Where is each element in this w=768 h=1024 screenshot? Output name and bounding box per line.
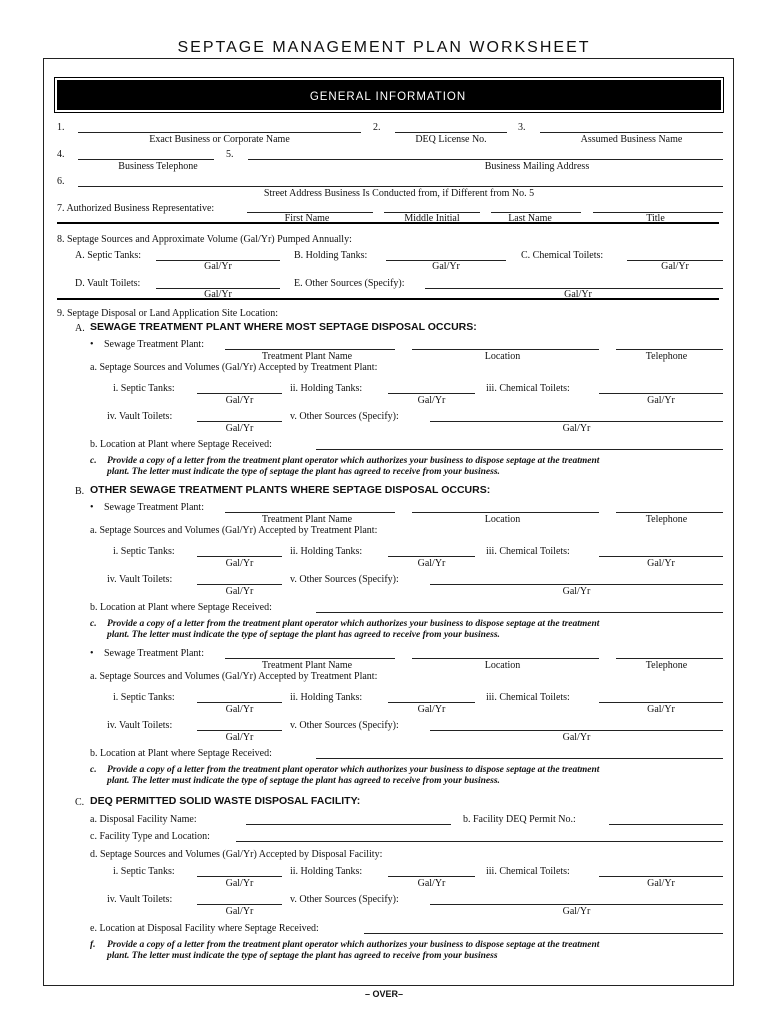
unit-caption: Gal/Yr (204, 261, 232, 272)
field-caption: First Name (284, 213, 330, 224)
plant-location-field[interactable] (412, 658, 599, 659)
item-number: 5. (226, 149, 234, 160)
item-letter: c. (90, 765, 97, 775)
field-caption: Telephone (645, 660, 688, 671)
unit-caption: Gal/Yr (204, 289, 232, 300)
other-label: v. Other Sources (Specify): (290, 720, 399, 731)
unit-caption: Gal/Yr (225, 704, 254, 715)
plant-label: Sewage Treatment Plant: (104, 648, 204, 659)
chemical-label: C. Chemical Toilets: (521, 250, 604, 261)
field-caption: Business Mailing Address (484, 161, 590, 172)
unit-caption: Gal/Yr (417, 558, 446, 569)
bullet: • (90, 339, 94, 350)
rep-label: 7. Authorized Business Representative: (57, 203, 215, 214)
field-caption: Treatment Plant Name (261, 660, 353, 671)
unit-caption: Gal/Yr (562, 732, 591, 743)
other-field[interactable] (430, 584, 723, 585)
chemical-field[interactable] (599, 393, 723, 394)
vault-field[interactable] (197, 730, 282, 731)
field-caption: Treatment Plant Name (261, 514, 353, 525)
holding-label: ii. Holding Tanks: (290, 383, 363, 394)
banner-label: GENERAL INFORMATION (309, 91, 467, 103)
letter-instruction: Provide a copy of a letter from the treatment plant operator which authorizes your business to dispose septage at the treatment (107, 456, 600, 466)
plant-label: Sewage Treatment Plant: (104, 502, 204, 513)
chemical-field[interactable] (599, 702, 723, 703)
field-caption: Location (484, 514, 521, 525)
plant-sources-label: a. Septage Sources and Volumes (Gal/Yr) Accepted by Treatment Plant: (90, 525, 378, 536)
field-caption: Location (484, 660, 521, 671)
vault-label: D. Vault Toilets: (75, 278, 141, 289)
vault-label: iv. Vault Toilets: (107, 574, 173, 585)
holding-label: ii. Holding Tanks: (290, 546, 363, 557)
plant-telephone-field[interactable] (616, 349, 723, 350)
vault-label: iv. Vault Toilets: (107, 720, 173, 731)
other-label: E. Other Sources (Specify): (294, 278, 405, 289)
field-caption: Middle Initial (404, 213, 460, 224)
item-letter: c. (90, 619, 97, 629)
field-caption: Assumed Business Name (580, 134, 683, 145)
item-number: 1. (57, 122, 65, 133)
facility-name-label: a. Disposal Facility Name: (90, 814, 197, 825)
over-label: – OVER– (364, 989, 404, 999)
plant-receipt-field[interactable] (316, 449, 723, 450)
plant-receipt-field[interactable] (316, 612, 723, 613)
item-number: 3. (518, 122, 526, 133)
street-address-field[interactable] (78, 186, 723, 187)
plant-name-field[interactable] (225, 512, 395, 513)
holding-label: ii. Holding Tanks: (290, 692, 363, 703)
facility-sources-label: d. Septage Sources and Volumes (Gal/Yr) Accepted by Disposal Facility: (90, 849, 383, 860)
plant-sources-label: a. Septage Sources and Volumes (Gal/Yr) Accepted by Treatment Plant: (90, 362, 378, 373)
field-caption: Street Address Business Is Conducted from, if Different from No. 5 (263, 188, 535, 199)
septic-field[interactable] (197, 702, 282, 703)
item-number: 6. (57, 176, 65, 187)
other-field[interactable] (430, 730, 723, 731)
letter-instruction: Provide a copy of a letter from the treatment plant operator which authorizes your business to dispose septage at the treatment (107, 940, 600, 950)
telephone-field[interactable] (78, 159, 214, 160)
holding-field[interactable] (388, 556, 475, 557)
septic-label: i. Septic Tanks: (113, 383, 175, 394)
field-caption: Telephone (645, 351, 688, 362)
facility-location-label: e. Location at Disposal Facility where Septage Received: (90, 923, 319, 934)
item-number: 2. (373, 122, 381, 133)
unit-caption: Gal/Yr (647, 878, 675, 889)
sites-heading: 9. Septage Disposal or Land Application Site Location: (57, 308, 279, 319)
field-caption: Exact Business or Corporate Name (149, 134, 290, 145)
section-letter: A. (75, 323, 85, 334)
sources-heading: 8. Septage Sources and Approximate Volume (Gal/Yr) Pumped Annually: (57, 234, 352, 245)
field-caption: Business Telephone (118, 161, 198, 172)
assumed-name-field[interactable] (540, 132, 723, 133)
vault-label: iv. Vault Toilets: (107, 894, 173, 905)
mailing-address-field[interactable] (248, 159, 723, 160)
unit-caption: Gal/Yr (225, 586, 254, 597)
plant-name-field[interactable] (225, 349, 395, 350)
unit-caption: Gal/Yr (225, 558, 254, 569)
chemical-label: iii. Chemical Toilets: (486, 866, 570, 877)
plant-location-label: b. Location at Plant where Septage Received: (90, 748, 272, 759)
permit-field[interactable] (609, 824, 723, 825)
permit-label: b. Facility DEQ Permit No.: (463, 814, 576, 825)
unit-caption: Gal/Yr (564, 289, 592, 300)
field-caption: Title (646, 213, 665, 224)
unit-caption: Gal/Yr (647, 558, 675, 569)
facility-location-field[interactable] (364, 933, 723, 934)
letter-instruction: plant. The letter must indicate the type of septage the plant has agreed to receive from your business (107, 951, 498, 961)
holding-field[interactable] (388, 876, 475, 877)
plant-telephone-field[interactable] (616, 658, 723, 659)
unit-caption: Gal/Yr (225, 878, 254, 889)
letter-instruction: Provide a copy of a letter from the treatment plant operator which authorizes your business to dispose septage at the treatment (107, 619, 600, 629)
vault-label: iv. Vault Toilets: (107, 411, 173, 422)
section-letter: C. (75, 797, 85, 808)
section-divider (57, 222, 719, 224)
unit-caption: Gal/Yr (225, 395, 254, 406)
bullet: • (90, 502, 94, 513)
septic-field[interactable] (197, 393, 282, 394)
letter-instruction: Provide a copy of a letter from the treatment plant operator which authorizes your business to dispose septage at the treatment (107, 765, 600, 775)
plant-location-label: b. Location at Plant where Septage Received: (90, 439, 272, 450)
other-label: v. Other Sources (Specify): (290, 894, 399, 905)
letter-instruction: plant. The letter must indicate the type of septage the plant has agreed to receive from your business. (107, 776, 500, 786)
section-a-heading: SEWAGE TREATMENT PLANT WHERE MOST SEPTAGE DISPOSAL OCCURS: (90, 321, 477, 333)
unit-caption: Gal/Yr (225, 732, 254, 743)
unit-caption: Gal/Yr (417, 395, 446, 406)
unit-caption: Gal/Yr (417, 878, 446, 889)
holding-label: ii. Holding Tanks: (290, 866, 363, 877)
chemical-label: iii. Chemical Toilets: (486, 546, 570, 557)
other-label: v. Other Sources (Specify): (290, 411, 399, 422)
plant-location-field[interactable] (412, 512, 599, 513)
facility-type-field[interactable] (236, 841, 723, 842)
holding-label: B. Holding Tanks: (294, 250, 368, 261)
facility-name-field[interactable] (246, 824, 451, 825)
plant-telephone-field[interactable] (616, 512, 723, 513)
unit-caption: Gal/Yr (562, 586, 591, 597)
holding-field[interactable] (388, 702, 475, 703)
vault-field[interactable] (197, 421, 282, 422)
field-caption: DEQ License No. (415, 134, 487, 145)
other-field[interactable] (430, 904, 723, 905)
plant-label: Sewage Treatment Plant: (104, 339, 204, 350)
item-letter: c. (90, 456, 97, 466)
other-label: v. Other Sources (Specify): (290, 574, 399, 585)
section-c-heading: DEQ PERMITTED SOLID WASTE DISPOSAL FACILITY: (90, 795, 361, 807)
plant-location-label: b. Location at Plant where Septage Received: (90, 602, 272, 613)
field-caption: Location (484, 351, 521, 362)
license-field[interactable] (395, 132, 507, 133)
septic-field[interactable] (197, 556, 282, 557)
unit-caption: Gal/Yr (225, 423, 254, 434)
unit-caption: Gal/Yr (562, 906, 591, 917)
vault-field[interactable] (197, 584, 282, 585)
section-divider (57, 298, 719, 300)
item-number: 4. (57, 149, 65, 160)
septic-field[interactable] (197, 876, 282, 877)
plant-sources-label: a. Septage Sources and Volumes (Gal/Yr) Accepted by Treatment Plant: (90, 671, 378, 682)
holding-field[interactable] (388, 393, 475, 394)
plant-name-field[interactable] (225, 658, 395, 659)
chemical-label: iii. Chemical Toilets: (486, 692, 570, 703)
letter-instruction: plant. The letter must indicate the type of septage the plant has agreed to receive from your business. (107, 467, 500, 477)
unit-caption: Gal/Yr (647, 704, 675, 715)
septic-label: i. Septic Tanks: (113, 866, 175, 877)
unit-caption: Gal/Yr (417, 704, 446, 715)
unit-caption: Gal/Yr (432, 261, 460, 272)
chemical-label: iii. Chemical Toilets: (486, 383, 570, 394)
other-field[interactable] (430, 421, 723, 422)
business-name-field[interactable] (78, 132, 361, 133)
vault-field[interactable] (197, 904, 282, 905)
field-caption: Telephone (645, 514, 688, 525)
unit-caption: Gal/Yr (661, 261, 689, 272)
septic-label: A. Septic Tanks: (75, 250, 142, 261)
septic-label: i. Septic Tanks: (113, 692, 175, 703)
plant-location-field[interactable] (412, 349, 599, 350)
unit-caption: Gal/Yr (225, 906, 254, 917)
section-letter: B. (75, 486, 85, 497)
chemical-field[interactable] (599, 876, 723, 877)
bullet: • (90, 648, 94, 659)
septic-label: i. Septic Tanks: (113, 546, 175, 557)
field-caption: Last Name (508, 213, 552, 224)
unit-caption: Gal/Yr (647, 395, 675, 406)
chemical-field[interactable] (599, 556, 723, 557)
letter-instruction: plant. The letter must indicate the type of septage the plant has agreed to receive from your business. (107, 630, 500, 640)
item-letter: f. (90, 940, 96, 950)
section-b-heading: OTHER SEWAGE TREATMENT PLANTS WHERE SEPTAGE DISPOSAL OCCURS: (90, 484, 491, 496)
facility-type-label: c. Facility Type and Location: (90, 831, 210, 842)
form-title: SEPTAGE MANAGEMENT PLAN WORKSHEET (177, 39, 591, 56)
field-caption: Treatment Plant Name (261, 351, 353, 362)
plant-receipt-field[interactable] (316, 758, 723, 759)
unit-caption: Gal/Yr (562, 423, 591, 434)
